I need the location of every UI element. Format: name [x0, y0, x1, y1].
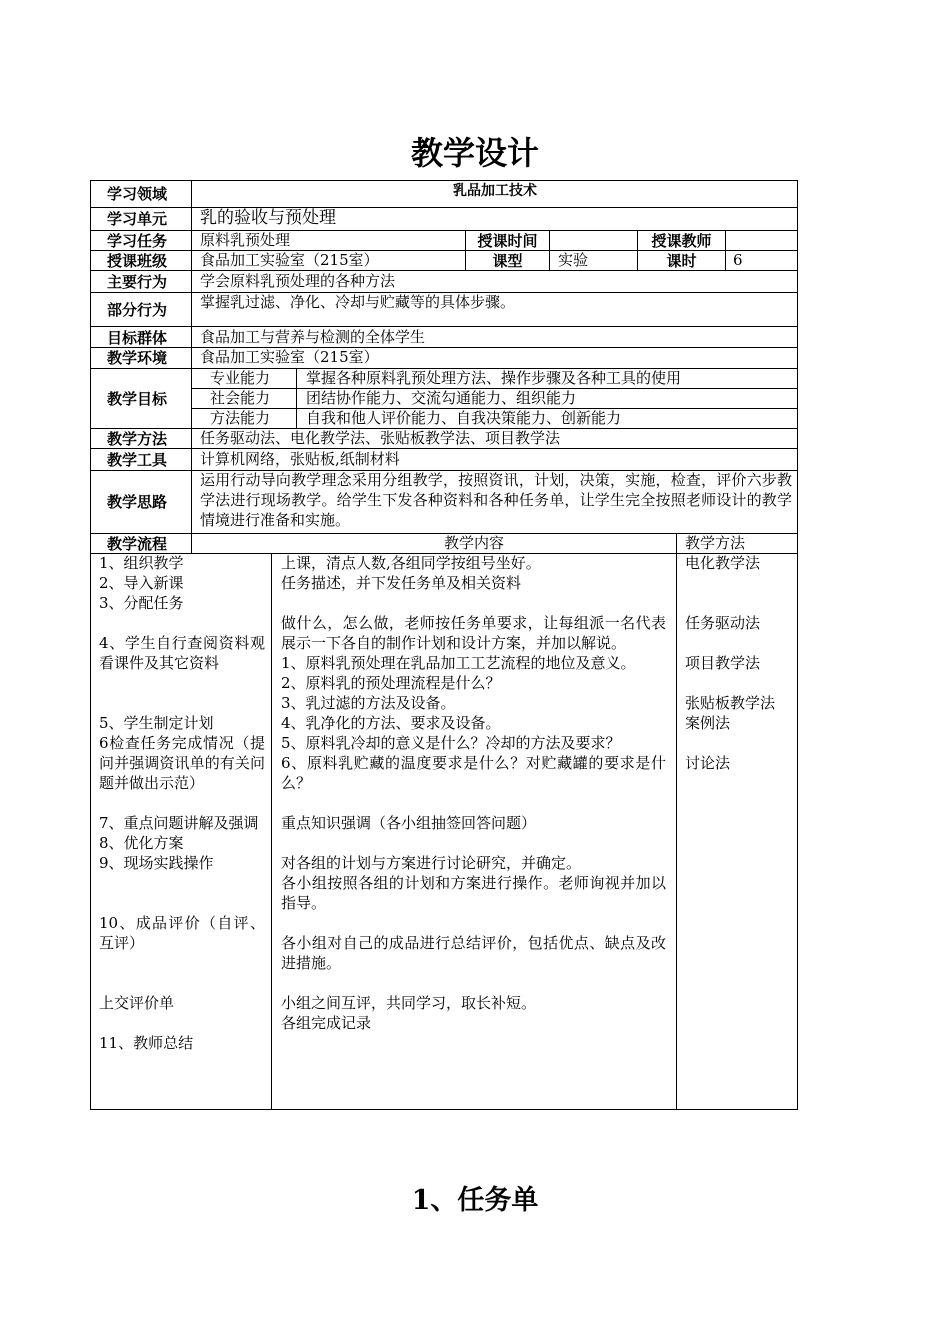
flow-content-line — [281, 793, 666, 813]
flow-method: 电化教学法 — [685, 554, 761, 572]
flow-method: 张贴板教学法 — [685, 694, 776, 712]
flow-content-line: 4、乳净化的方法、要求及设备。 — [281, 714, 501, 732]
flow-content-line: 3、乳过滤的方法及设备。 — [281, 694, 456, 712]
label-type: 课型 — [492, 252, 523, 270]
value-idea: 运用行动导向教学理念采用分组教学，按照资讯，计划，决策，实施，检查，评价六步教学法进行现场教学。给学生下发各种资料和各种任务单，让学生完全按照老师设计的教学情境进行准备和实施。 — [200, 471, 792, 529]
label-class: 授课班级 — [107, 252, 168, 270]
flow-method: 案例法 — [685, 714, 731, 732]
flow-method — [685, 573, 793, 593]
goal-value-3: 自我和他人评价能力、自我决策能力、创新能力 — [306, 409, 622, 427]
flow-method: 任务驱动法 — [685, 614, 761, 632]
flow-content-line: 各小组按照各组的计划和方案进行操作。老师询视并加以指导。 — [281, 874, 666, 912]
label-group: 目标群体 — [107, 329, 168, 347]
label-env: 教学环境 — [107, 349, 168, 367]
goal-value-2: 团结协作能力、交流勾通能力、组织能力 — [306, 389, 577, 407]
flow-method — [685, 673, 793, 693]
flow-content-line: 任务描述，并下发任务单及相关资料 — [281, 574, 522, 592]
goal-value-1: 掌握各种原料乳预处理方法、操作步骤及各种工具的使用 — [306, 369, 682, 387]
flow-content-line: 上课，清点人数,各组同学按组号坐好。 — [281, 554, 541, 572]
flow-method: 讨论法 — [685, 754, 731, 772]
flow-method: 项目教学法 — [685, 654, 761, 672]
value-part: 掌握乳过滤、净化、冷却与贮藏等的具体步骤。 — [200, 293, 516, 311]
flow-content-line: 重点知识强调（各小组抽签回答问题） — [281, 814, 537, 832]
flow-method — [685, 633, 793, 653]
flow-step — [99, 793, 265, 813]
label-part: 部分行为 — [107, 301, 168, 319]
flow-content-line — [281, 833, 666, 853]
label-main: 主要行为 — [107, 273, 168, 291]
flow-step: 9、现场实践操作 — [99, 854, 214, 872]
flow-methods — [685, 553, 793, 773]
flow-content-line: 6、原料乳贮藏的温度要求是什么？对贮藏罐的要求是什么？ — [281, 754, 666, 792]
flow-step: 5、学生制定计划 — [99, 714, 214, 732]
flow-content-line — [281, 973, 666, 993]
value-main: 学会原料乳预处理的各种方法 — [200, 272, 396, 290]
value-unit: 乳的验收与预处理 — [200, 208, 336, 228]
flow-step: 11、教师总结 — [99, 1034, 194, 1052]
flow-content-line: 各小组对自己的成品进行总结评价，包括优点、缺点及改进措施。 — [281, 934, 666, 972]
label-method: 教学方法 — [107, 430, 168, 448]
flow-step: 上交评价单 — [99, 994, 175, 1012]
value-hours: 6 — [733, 251, 743, 269]
flow-step: 7、重点问题讲解及强调 — [99, 814, 259, 832]
flow-step — [99, 973, 265, 993]
header-flow: 教学流程 — [107, 535, 168, 553]
flow-content-line: 小组之间互评，共同学习，取长补短。 — [281, 994, 537, 1012]
flow-step — [99, 873, 265, 893]
value-group: 食品加工与营养与检测的全体学生 — [200, 328, 426, 346]
value-class: 食品加工实验室（215室） — [200, 251, 379, 269]
label-teacher: 授课教师 — [651, 232, 712, 250]
value-method: 任务驱动法、电化教学法、张贴板教学法、项目教学法 — [200, 429, 561, 447]
flow-step — [99, 693, 265, 713]
flow-method — [685, 593, 793, 613]
value-domain: 乳品加工技术 — [453, 183, 537, 199]
value-env: 食品加工实验室（215室） — [200, 348, 379, 366]
flow-content-line: 各组完成记录 — [281, 1014, 372, 1032]
flow-step: 2、导入新课 — [99, 574, 184, 592]
flow-steps — [99, 553, 265, 1053]
flow-step: 8、优化方案 — [99, 834, 184, 852]
flow-step — [99, 613, 265, 633]
label-task: 学习任务 — [107, 232, 168, 250]
value-tools: 计算机网络，张贴板,纸制材料 — [200, 450, 400, 468]
flow-step: 4、学生自行查阅资料观看课件及其它资料 — [99, 634, 265, 672]
label-idea: 教学思路 — [107, 493, 168, 511]
flow-step — [99, 1013, 265, 1033]
page-title: 教学设计 — [410, 134, 539, 172]
flow-step: 1、组织教学 — [99, 554, 184, 572]
flow-content-line — [281, 593, 666, 613]
value-task: 原料乳预处理 — [200, 231, 291, 249]
flow-content-line — [281, 913, 666, 933]
flow-content-line: 1、原料乳预处理在乳品加工工艺流程的地位及意义。 — [281, 654, 636, 672]
header-methods: 教学方法 — [685, 534, 746, 552]
flow-step: 3、分配任务 — [99, 594, 184, 612]
value-type: 实验 — [558, 251, 589, 269]
label-goals: 教学目标 — [107, 390, 168, 408]
label-time: 授课时间 — [477, 232, 538, 250]
flow-step — [99, 673, 265, 693]
goal-key-3: 方法能力 — [210, 409, 271, 427]
label-unit: 学习单元 — [107, 210, 168, 228]
flow-step: 10、成品评价（自评、互评） — [99, 914, 265, 952]
flow-step: 6检查任务完成情况（提问并强调资讯单的有关问题并做出示范） — [99, 734, 265, 792]
header-content: 教学内容 — [443, 534, 504, 552]
goal-key-2: 社会能力 — [210, 389, 271, 407]
section-title: 1、任务单 — [411, 1185, 539, 1216]
flow-content-line: 5、原料乳冷却的意义是什么？冷却的方法及要求？ — [281, 734, 621, 752]
flow-content — [281, 553, 666, 1033]
label-tools: 教学工具 — [107, 451, 168, 469]
flow-content-line: 做什么，怎么做，老师按任务单要求，让每组派一名代表展示一下各自的制作计划和设计方案，并加以解说。 — [281, 614, 666, 652]
flow-content-line: 对各组的计划与方案进行讨论研究，并确定。 — [281, 854, 582, 872]
flow-method — [685, 733, 793, 753]
flow-step — [99, 953, 265, 973]
label-domain: 学习领域 — [107, 185, 168, 203]
flow-content-line: 2、原料乳的预处理流程是什么？ — [281, 674, 501, 692]
label-hours: 课时 — [666, 252, 697, 270]
flow-step — [99, 893, 265, 913]
goal-key-1: 专业能力 — [210, 369, 271, 387]
